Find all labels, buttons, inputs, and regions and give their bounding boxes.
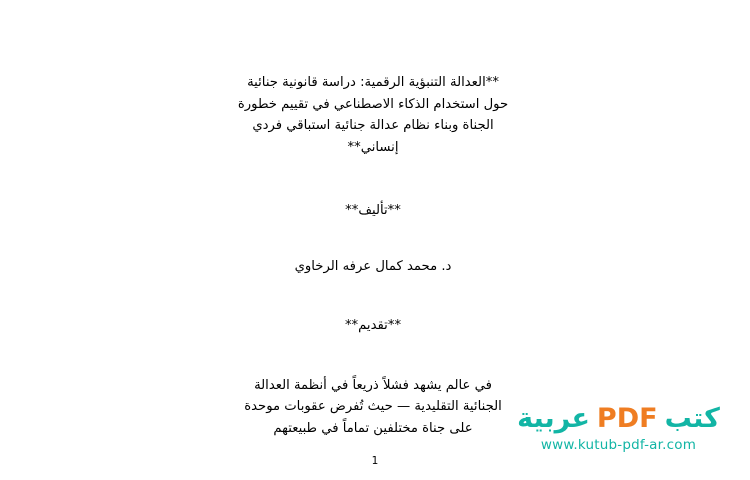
site-watermark [497, 403, 740, 453]
watermark-word-kutub: كتب [664, 403, 720, 434]
document-text-column [234, 72, 512, 439]
watermark-word-pdf: PDF [596, 403, 658, 434]
page-number: 1 [371, 455, 379, 467]
author-name: د. محمد كمال عرفه الرخاوي [294, 258, 452, 274]
foreword-paragraph: في عالم يشهد فشلاً ذريعاً في أنظمة العدالة الجنائية التقليدية — حيث تُفرض عقوبات موحدة على جناة مختلفين تماماً في طبيعتهم [244, 377, 502, 436]
watermark-title [497, 403, 740, 434]
foreword-label: **تقديم** [344, 318, 402, 333]
document-title: **العدالة التنبؤية الرقمية: دراسة قانونية جنائية حول استخدام الذكاء الاصطناعي في تقييم خطورة الجناة وبناء نظام عدالة جنائية استباقي فردي إنساني** [237, 75, 509, 155]
watermark-url: www.kutub-pdf-ar.com [540, 437, 697, 453]
spacer [234, 222, 512, 256]
spacer [234, 277, 512, 315]
author-label: **تأليف** [345, 203, 401, 218]
watermark-word-arabia: عربية [517, 403, 590, 434]
spacer [234, 158, 512, 200]
spacer [234, 337, 512, 375]
